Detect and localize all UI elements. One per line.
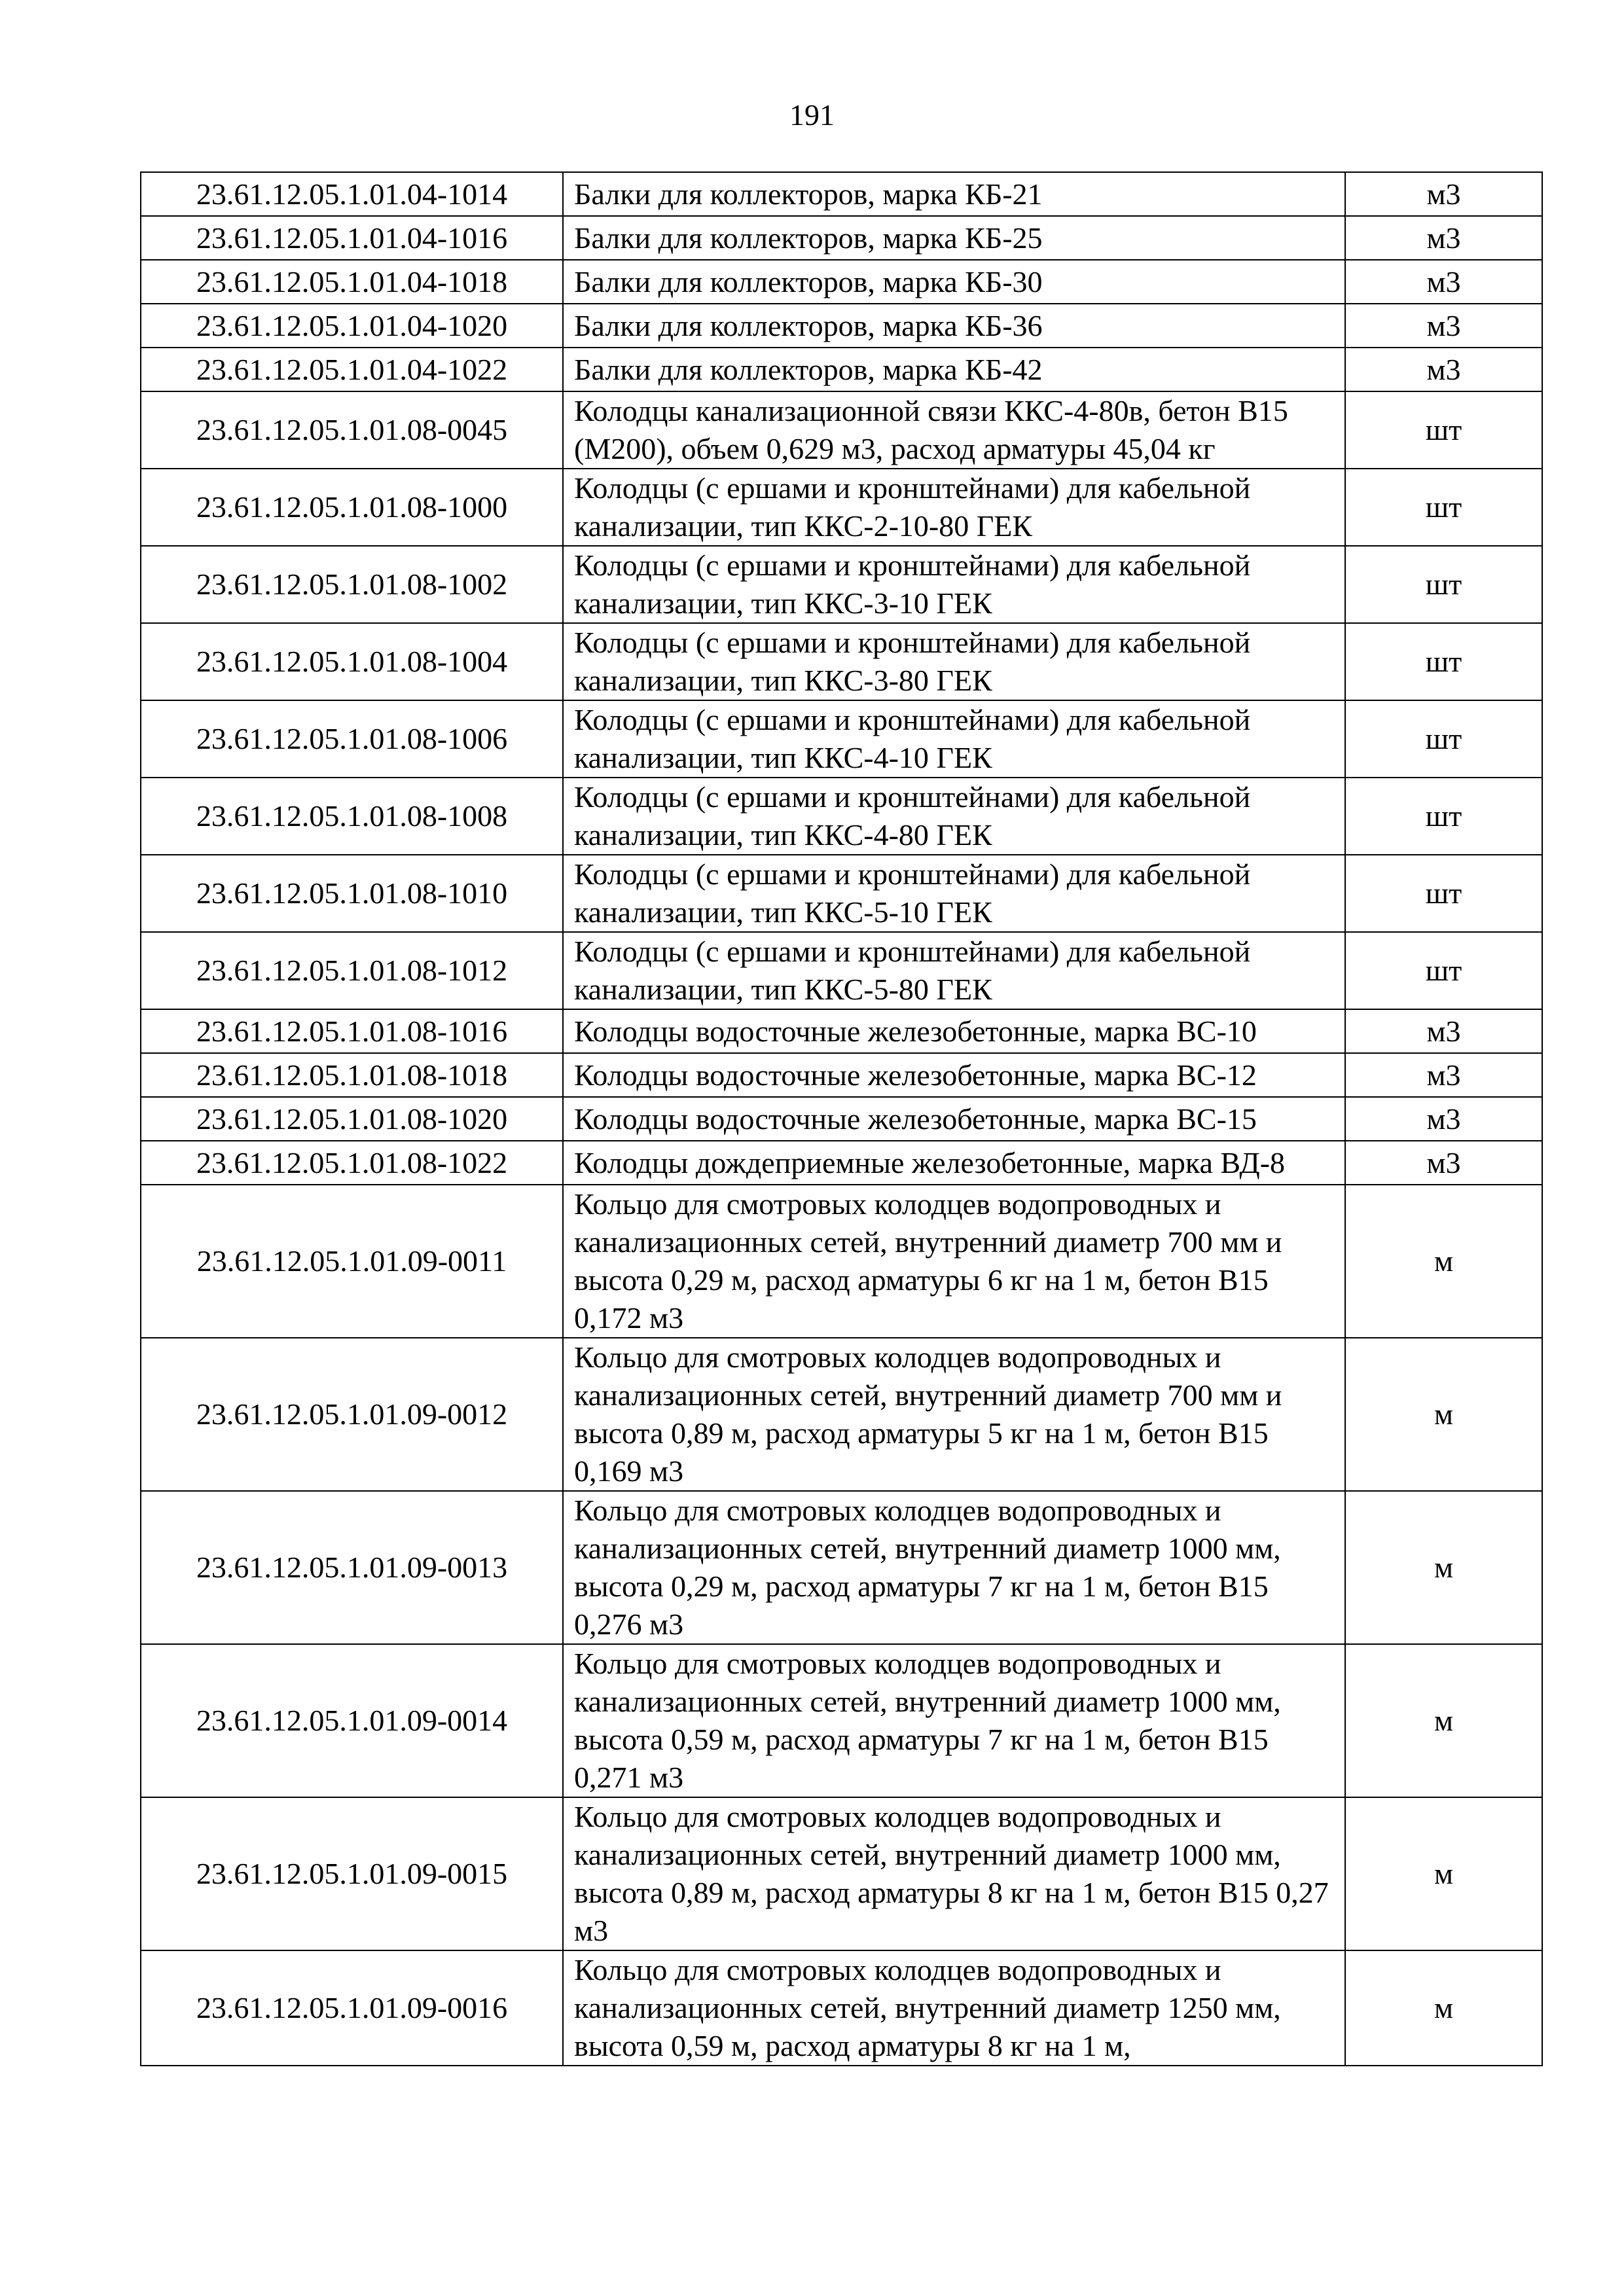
resource-unit: м3 [1345,1053,1542,1097]
resource-unit: шт [1345,546,1542,623]
resource-code: 23.61.12.05.1.01.08-1004 [141,623,563,700]
table-row [141,546,1542,623]
table-row [141,348,1542,391]
resource-name: Колодцы (с ершами и кронштейнами) для кабельной канализации, тип ККС-4-10 ГЕК [563,700,1345,778]
resource-name: Кольцо для смотровых колодцев водопроводных и канализационных сетей, внутренний диаметр 700 мм и высота 0,89 м, расход арматуры 5 кг на 1 м, бетон В15 0,169 м3 [563,1338,1345,1491]
table-row [141,700,1542,778]
resource-unit: м3 [1345,1141,1542,1185]
resource-name: Колодцы водосточные железобетонные, марка ВС-10 [563,1009,1345,1053]
resource-code: 23.61.12.05.1.01.08-1002 [141,546,563,623]
resource-code: 23.61.12.05.1.01.08-1022 [141,1141,563,1185]
table-row [141,855,1542,932]
resource-name: Колодцы (с ершами и кронштейнами) для кабельной канализации, тип ККС-4-80 ГЕК [563,778,1345,855]
resource-name: Кольцо для смотровых колодцев водопроводных и канализационных сетей, внутренний диаметр 1000 мм, высота 0,59 м, расход арматуры 7 кг на 1 м, бетон В15 0,271 м3 [563,1644,1345,1797]
resource-code: 23.61.12.05.1.01.04-1018 [141,260,563,304]
table-row [141,304,1542,348]
resource-code: 23.61.12.05.1.01.08-0045 [141,391,563,469]
resource-code: 23.61.12.05.1.01.08-1010 [141,855,563,932]
resource-unit: м [1345,1797,1542,1950]
resource-name: Колодцы (с ершами и кронштейнами) для кабельной канализации, тип ККС-5-80 ГЕК [563,932,1345,1009]
table-row [141,391,1542,469]
resource-name: Балки для коллекторов, марка КБ-36 [563,304,1345,348]
resource-code: 23.61.12.05.1.01.04-1016 [141,216,563,260]
resource-unit: м [1345,1644,1542,1797]
resource-code: 23.61.12.05.1.01.04-1014 [141,172,563,216]
table-row [141,623,1542,700]
resource-name: Балки для коллекторов, марка КБ-30 [563,260,1345,304]
resource-unit: шт [1345,391,1542,469]
resource-unit: м3 [1345,304,1542,348]
resource-unit: шт [1345,778,1542,855]
resource-code: 23.61.12.05.1.01.09-0016 [141,1950,563,2066]
resource-name: Кольцо для смотровых колодцев водопроводных и канализационных сетей, внутренний диаметр 700 мм и высота 0,29 м, расход арматуры 6 кг на 1 м, бетон В15 0,172 м3 [563,1185,1345,1338]
table-row [141,1797,1542,1950]
page-number: 191 [789,98,835,132]
resource-code: 23.61.12.05.1.01.09-0014 [141,1644,563,1797]
table-row [141,1141,1542,1185]
resource-code: 23.61.12.05.1.01.04-1020 [141,304,563,348]
table-row [141,1644,1542,1797]
table-row [141,1053,1542,1097]
resource-name: Кольцо для смотровых колодцев водопроводных и канализационных сетей, внутренний диаметр 1000 мм, высота 0,89 м, расход арматуры 8 кг на 1 м, бетон В15 0,27 м3 [563,1797,1345,1950]
table-row [141,216,1542,260]
resource-unit: м3 [1345,172,1542,216]
resource-unit: шт [1345,623,1542,700]
table-row [141,469,1542,546]
resource-name: Колодцы (с ершами и кронштейнами) для кабельной канализации, тип ККС-2-10-80 ГЕК [563,469,1345,546]
resource-name: Колодцы водосточные железобетонные, марка ВС-12 [563,1053,1345,1097]
resource-unit: м [1345,1338,1542,1491]
resource-name: Балки для коллекторов, марка КБ-42 [563,348,1345,391]
resource-code: 23.61.12.05.1.01.08-1016 [141,1009,563,1053]
resource-name: Кольцо для смотровых колодцев водопроводных и канализационных сетей, внутренний диаметр 1250 мм, высота 0,59 м, расход арматуры 8 кг на 1 м, [563,1950,1345,2066]
table-row [141,1097,1542,1141]
table-row [141,932,1542,1009]
resource-name: Колодцы (с ершами и кронштейнами) для кабельной канализации, тип ККС-5-10 ГЕК [563,855,1345,932]
resource-unit: шт [1345,469,1542,546]
resource-name: Колодцы (с ершами и кронштейнами) для кабельной канализации, тип ККС-3-10 ГЕК [563,546,1345,623]
resource-unit: м [1345,1950,1542,2066]
resource-code: 23.61.12.05.1.01.08-1012 [141,932,563,1009]
resource-unit: м [1345,1491,1542,1644]
resource-unit: м3 [1345,1009,1542,1053]
resource-unit: м3 [1345,216,1542,260]
resource-code: 23.61.12.05.1.01.08-1006 [141,700,563,778]
resource-name: Балки для коллекторов, марка КБ-25 [563,216,1345,260]
table-row [141,172,1542,216]
resource-unit: м3 [1345,260,1542,304]
resource-name: Колодцы канализационной связи ККС-4-80в, бетон В15 (М200), объем 0,629 м3, расход арматуры 45,04 кг [563,391,1345,469]
resource-unit: м3 [1345,348,1542,391]
table-row [141,1185,1542,1338]
resource-unit: шт [1345,700,1542,778]
resource-code: 23.61.12.05.1.01.08-1020 [141,1097,563,1141]
table-row [141,1491,1542,1644]
resource-unit: м3 [1345,1097,1542,1141]
resource-name: Колодцы дождеприемные железобетонные, марка ВД-8 [563,1141,1345,1185]
resource-code: 23.61.12.05.1.01.04-1022 [141,348,563,391]
resource-code: 23.61.12.05.1.01.09-0015 [141,1797,563,1950]
resource-code: 23.61.12.05.1.01.08-1008 [141,778,563,855]
resource-name: Колодцы водосточные железобетонные, марка ВС-15 [563,1097,1345,1141]
table-row [141,260,1542,304]
resource-code: 23.61.12.05.1.01.08-1018 [141,1053,563,1097]
resource-code: 23.61.12.05.1.01.09-0012 [141,1338,563,1491]
table-row [141,778,1542,855]
table-body [141,172,1542,2066]
resource-unit: шт [1345,855,1542,932]
table-row [141,1338,1542,1491]
resource-unit: м [1345,1185,1542,1338]
resource-code: 23.61.12.05.1.01.09-0013 [141,1491,563,1644]
resource-unit: шт [1345,932,1542,1009]
resource-code: 23.61.12.05.1.01.08-1000 [141,469,563,546]
table-row [141,1009,1542,1053]
resource-name: Колодцы (с ершами и кронштейнами) для кабельной канализации, тип ККС-3-80 ГЕК [563,623,1345,700]
resource-table [140,171,1543,2066]
table-row [141,1950,1542,2066]
resource-name: Кольцо для смотровых колодцев водопроводных и канализационных сетей, внутренний диаметр 1000 мм, высота 0,29 м, расход арматуры 7 кг на 1 м, бетон В15 0,276 м3 [563,1491,1345,1644]
resource-name: Балки для коллекторов, марка КБ-21 [563,172,1345,216]
resource-code: 23.61.12.05.1.01.09-0011 [141,1185,563,1338]
